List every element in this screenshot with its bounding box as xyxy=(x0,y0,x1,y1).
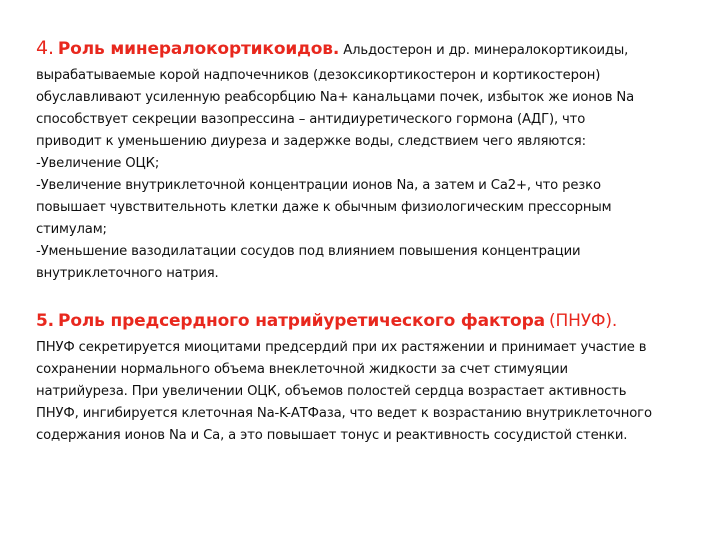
slide-content xyxy=(36,34,688,447)
section2-title: Роль предсердного натрийуретического фактора xyxy=(58,311,545,331)
section2-body xyxy=(36,337,688,447)
section1-bullet-ock: -Увеличение ОЦК; xyxy=(36,156,160,171)
section1-title: Роль минералокортикоидов. xyxy=(57,39,340,59)
section1-line: приводит к уменьшению диуреза и задержке воды, следствием чего являются: xyxy=(36,134,586,149)
section2-abbreviation: (ПНУФ). xyxy=(548,311,618,331)
section1-bullet-na-concentration: -Увеличение внутриклеточной концентрации ионов Na, а затем и Са2+, что резко xyxy=(36,178,601,193)
section-pnuf xyxy=(36,307,688,447)
section1-line: способствует секреции вазопрессина – антидиуретического гормона (АДГ), что xyxy=(36,112,586,127)
section2-line: содержания ионов Na и Ca, а это повышает тонус и реактивность сосудистой стенки. xyxy=(36,428,628,443)
section2-line: ПНУФ, ингибируется клеточная Na-K-АТФаза, что ведет к возрастанию внутриклеточного xyxy=(36,406,652,421)
section2-line: натрийуреза. При увеличении ОЦК, объемов полостей сердца возрастает активность xyxy=(36,384,627,399)
section1-line: вырабатываемые корой надпочечников (дезоксикортикостерон и кортикостерон) xyxy=(36,68,601,83)
section1-line: внутриклеточного натрия. xyxy=(36,266,219,281)
section1-intro-text: Альдостерон и др. минералокортикоиды, xyxy=(343,43,629,58)
section1-number: 4. xyxy=(36,37,54,59)
section2-line: ПНУФ секретируется миоцитами предсердий при их растяжении и принимает участие в xyxy=(36,340,647,355)
section1-line: повышает чувствительноть клетки даже к обычным физиологическим прессорным xyxy=(36,200,612,215)
section1-line: обуславливают усиленную реабсорбцию Na+ канальцами почек, избыток же ионов Na xyxy=(36,90,634,105)
section1-heading-line xyxy=(36,34,688,65)
section-mineralocorticoids xyxy=(36,34,688,285)
section1-line: стимулам; xyxy=(36,222,107,237)
section1-bullet-vasodilation: -Уменьшение вазодилатации сосудов под влиянием повышения концентрации xyxy=(36,244,581,259)
section2-line: сохранении нормального объема внеклеточной жидкости за счет стимуяции xyxy=(36,362,568,377)
section2-heading-line xyxy=(36,307,688,337)
section2-number: 5. xyxy=(36,311,54,331)
